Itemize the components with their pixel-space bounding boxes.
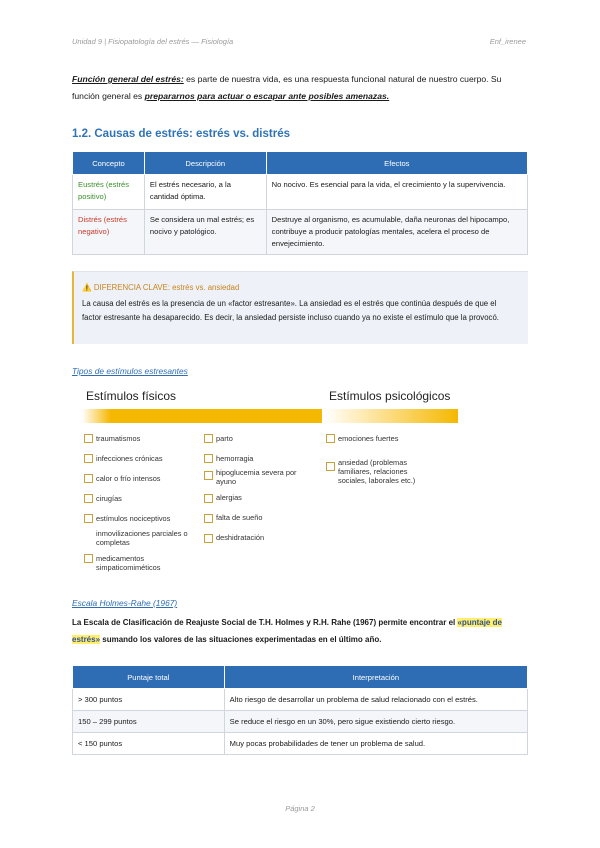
checkbox-icon (84, 514, 93, 523)
holmes-text: La Escala de Clasificación de Reajuste Social de T.H. Holmes y R.H. Rahe (1967) permite encontrar el (72, 618, 458, 627)
list-item: falta de sueño (216, 513, 263, 522)
intro-paragraph (72, 71, 530, 105)
list-item: inmovilizaciones parciales o completas (96, 529, 188, 547)
callout-title (82, 283, 239, 292)
stimuli-subtitle: Tipos de estímulos estresantes (72, 366, 188, 376)
list-item: traumatismos (96, 434, 141, 443)
list-item: parto (216, 434, 233, 443)
physical-bar (82, 409, 322, 423)
table-header-row (73, 666, 528, 689)
meaning-cell: Muy pocas probabilidades de tener un problema de salud. (224, 733, 527, 755)
holmes-subtitle: Escala Holmes-Rahe (1967) (72, 598, 178, 608)
checkbox-icon (204, 471, 213, 480)
callout-body: La causa del estrés es la presencia de un «factor estresante». La ansiedad es el estrés que continúa después de que el factor estresante ha desaparecido. Es decir, la ansiedad persiste incluso cuando ya no existe el estímulo que la provocó. (82, 299, 499, 322)
table-row (73, 711, 528, 733)
score-cell: > 300 puntos (73, 689, 225, 711)
table-row (73, 733, 528, 755)
checkbox-icon (204, 434, 213, 443)
checkbox-icon (84, 494, 93, 503)
list-item: emociones fuertes (338, 434, 399, 443)
intro-term: Función general del estrés: (72, 74, 184, 84)
checkbox-icon (326, 462, 335, 471)
callout-title-text: DIFERENCIA CLAVE: estrés vs. ansiedad (93, 283, 240, 292)
holmes-paragraph (72, 614, 528, 648)
concept-cell: Eustrés (estrés positivo) (73, 175, 145, 210)
key-difference-callout (72, 271, 528, 344)
col-header: Descripción (144, 152, 266, 175)
list-item: deshidratación (216, 533, 265, 542)
checkbox-icon (84, 474, 93, 483)
checkbox-icon (84, 454, 93, 463)
warning-icon: ⚠️ (82, 283, 92, 292)
intro-text: es parte de nuestra vida, es una respuesta funcional natural de nuestro cuerpo. Su función general es (72, 74, 502, 101)
holmes-table (72, 665, 528, 755)
list-item: ansiedad (problemas familiares, relaciones sociales, laborales etc.) (338, 458, 416, 485)
list-item: calor o frío intensos (96, 474, 161, 483)
table-row (73, 689, 528, 711)
table-row (73, 210, 528, 255)
list-item: hipoglucemia severa por ayuno (216, 468, 297, 486)
page-number: Página 2 (285, 804, 315, 813)
intro-emphasis: prepararnos para actuar o escapar ante posibles amenazas. (144, 91, 390, 101)
checkbox-icon (204, 494, 213, 503)
list-item: estímulos nociceptivos (96, 514, 171, 523)
col-header: Puntaje total (73, 666, 225, 689)
checkbox-icon (204, 534, 213, 543)
col-header: Efectos (266, 152, 527, 175)
checkbox-icon (84, 554, 93, 563)
meaning-cell: Alto riesgo de desarrollar un problema de salud relacionado con el estrés. (224, 689, 527, 711)
checkbox-icon (204, 514, 213, 523)
physical-title: Estímulos físicos (86, 389, 177, 403)
running-header: Unidad 9 | Fisiopatología del estrés — Fisiología (72, 37, 234, 46)
table-row (73, 175, 528, 210)
list-item: hemorragia (216, 454, 254, 463)
description-cell: Se considera un mal estrés; es nocivo y patológico. (144, 210, 266, 255)
checkbox-icon (204, 454, 213, 463)
effects-cell: Destruye al organismo, es acumulable, daña neuronas del hipocampo, contribuye a producir patologías mentales, acelera el proceso de envejecimiento. (266, 210, 527, 255)
list-item: infecciones crónicas (96, 454, 163, 463)
concept-cell: Distrés (estrés negativo) (73, 210, 145, 255)
score-cell: < 150 puntos (73, 733, 225, 755)
effects-cell: No nocivo. Es esencial para la vida, el crecimiento y la supervivencia. (266, 175, 527, 210)
meaning-cell: Se reduce el riesgo en un 30%, pero sigue existiendo cierto riesgo. (224, 711, 527, 733)
checkbox-icon (84, 434, 93, 443)
table-header-row (73, 152, 528, 175)
stress-score-highlight: «puntaje de estrés» (72, 618, 502, 644)
score-cell: 150 – 299 puntos (73, 711, 225, 733)
description-cell: El estrés necesario, a la cantidad óptima. (144, 175, 266, 210)
list-item: cirugías (96, 494, 122, 503)
psych-bar (325, 409, 458, 423)
checkbox-icon (326, 434, 335, 443)
col-header: Concepto (73, 152, 145, 175)
section-title: 1.2. Causas de estrés: estrés vs. distrés (72, 128, 290, 140)
list-item: alergias (216, 493, 242, 502)
author-tag: Enf_irenee (489, 37, 526, 46)
col-header: Interpretación (224, 666, 527, 689)
stress-table (72, 151, 528, 255)
psych-title: Estímulos psicológicos (329, 389, 451, 403)
list-item: medicamentos simpaticomiméticos (96, 554, 161, 572)
holmes-text-end: sumando los valores de las situaciones experimentadas en el último año. (100, 635, 382, 644)
